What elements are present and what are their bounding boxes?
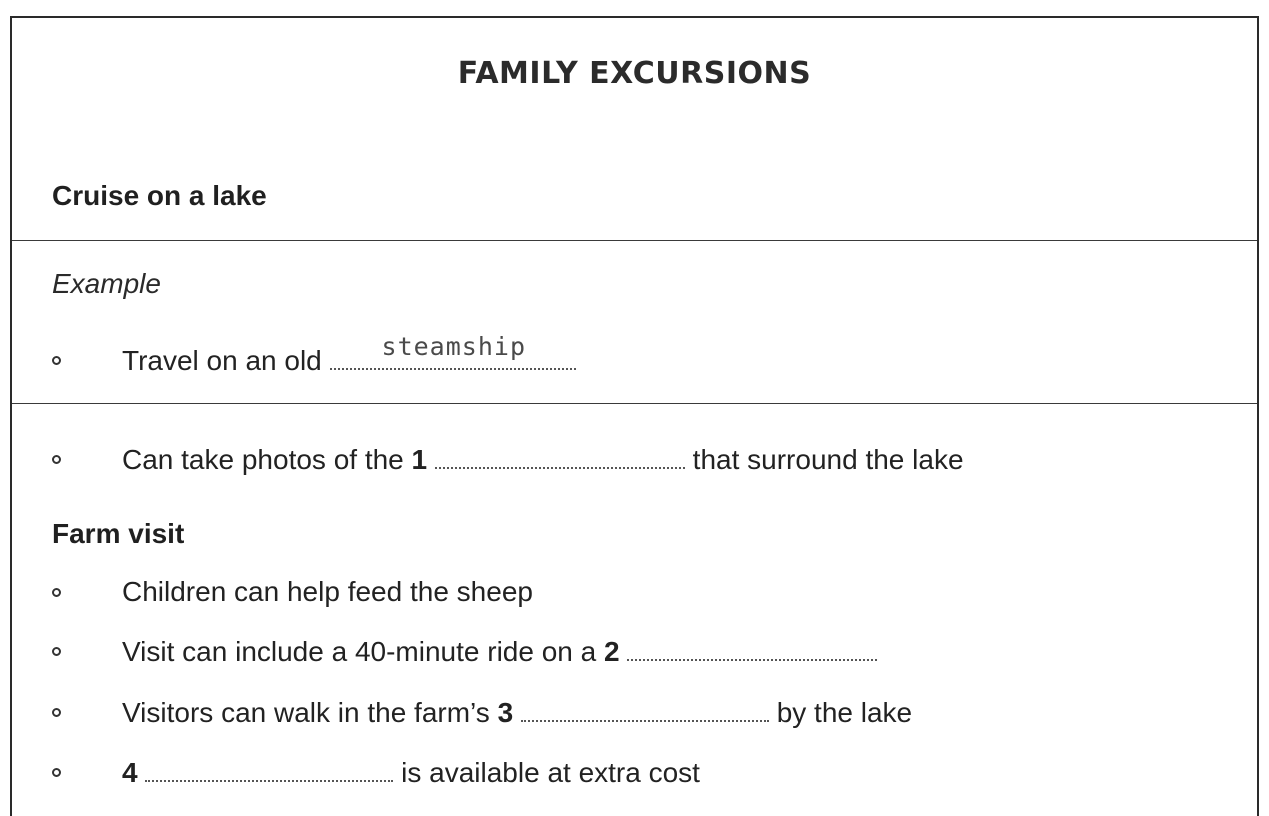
answer-blank-1[interactable] — [435, 443, 685, 469]
example-answer: steamship — [381, 332, 526, 361]
question-1-number: 1 — [411, 444, 428, 475]
farm-item-1-text: Children can help feed the sheep — [122, 576, 533, 607]
excursion-sheet — [10, 16, 1259, 816]
question-3-number: 3 — [497, 697, 514, 728]
answer-blank-4[interactable] — [145, 756, 393, 782]
question-3-text-after: by the lake — [776, 697, 913, 728]
question-2-number: 2 — [604, 636, 620, 667]
example-text: Travel on an old — [122, 345, 322, 376]
bullet-icon — [52, 356, 61, 365]
question-1-text-before: Can take photos of the — [122, 444, 404, 475]
page-title: FAMILY EXCURSIONS — [457, 56, 812, 91]
question-3-text-before: Visitors can walk in the farm’s — [122, 697, 490, 728]
section-heading-farm: Farm visit — [52, 518, 185, 549]
answer-blank-3[interactable] — [521, 696, 769, 722]
divider-top — [12, 240, 1257, 241]
answer-blank-2[interactable] — [627, 635, 877, 661]
question-4-number: 4 — [122, 757, 138, 788]
question-2-text-before: Visit can include a 40-minute ride on a — [122, 636, 597, 667]
bullet-icon — [52, 708, 61, 717]
question-4-text-after: is available at extra cost — [401, 757, 700, 788]
bullet-icon — [52, 768, 61, 777]
example-label: Example — [52, 268, 161, 299]
divider-bottom — [12, 403, 1257, 404]
question-1-text-after: that surround the lake — [692, 444, 964, 475]
section-heading-cruise: Cruise on a lake — [52, 180, 267, 211]
bullet-icon — [52, 647, 61, 656]
bullet-icon — [52, 455, 61, 464]
example-answer-blank — [330, 332, 576, 370]
bullet-icon — [52, 588, 61, 597]
